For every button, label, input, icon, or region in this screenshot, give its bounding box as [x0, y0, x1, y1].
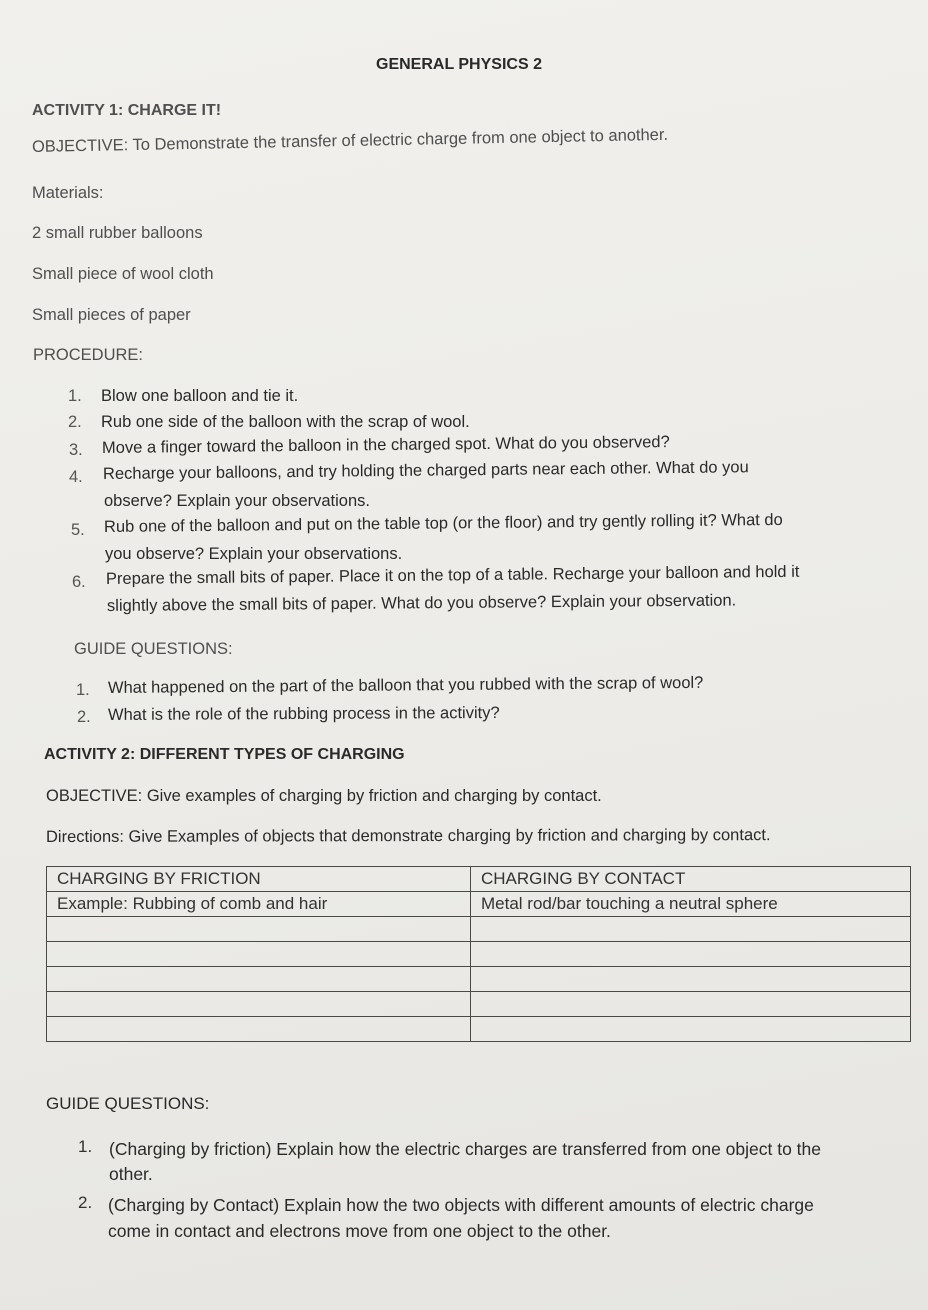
guide-question: (Charging by friction) Explain how the electric charges are transferred from one object to the: [109, 1139, 822, 1159]
guide-questions-label: GUIDE QUESTIONS:: [74, 640, 233, 658]
guide-question-continued: come in contact and electrons move from one object to the other.: [108, 1221, 611, 1241]
table-cell: [47, 992, 471, 1017]
table-cell: [47, 967, 471, 992]
table-cell: [47, 942, 471, 967]
activity2-title: ACTIVITY 2: DIFFERENT TYPES OF CHARGING: [44, 746, 405, 763]
guide-question-number: 1.: [78, 1137, 93, 1156]
page-title: GENERAL PHYSICS 2: [376, 56, 542, 73]
procedure-number: 5.: [71, 521, 85, 539]
procedure-number: 1.: [68, 387, 82, 405]
table-cell: [47, 917, 471, 942]
table-cell: [471, 917, 911, 942]
procedure-number: 4.: [69, 468, 83, 486]
guide-question-number: 2.: [77, 708, 91, 726]
guide-question-number: 1.: [76, 681, 90, 699]
procedure-step: Move a finger toward the balloon in the charged spot. What do you observed?: [101, 433, 670, 457]
activity1-title: ACTIVITY 1: CHARGE IT!: [32, 102, 222, 119]
guide-question: What is the role of the rubbing process in the activity?: [107, 703, 500, 724]
procedure-step-continued: slightly above the small bits of paper. What do you observe? Explain your observation.: [106, 591, 737, 615]
table-header-row: [47, 867, 911, 892]
procedure-step-continued: observe? Explain your observations.: [104, 492, 370, 510]
procedure-label: PROCEDURE:: [33, 346, 144, 364]
guide-question-continued: other.: [109, 1164, 153, 1184]
table-row: [47, 1017, 911, 1042]
activity2-objective: OBJECTIVE: Give examples of charging by friction and charging by contact.: [46, 787, 602, 805]
table-cell: [471, 1017, 911, 1042]
material-item: Small pieces of paper: [32, 306, 191, 324]
table-cell: Metal rod/bar touching a neutral sphere: [471, 892, 911, 917]
activity1-objective: OBJECTIVE: To Demonstrate the transfer of electric charge from one object to another.: [31, 125, 669, 156]
procedure-step: Rub one side of the balloon with the scrap of wool.: [101, 413, 470, 431]
table-row: [47, 942, 911, 967]
material-item: 2 small rubber balloons: [32, 224, 203, 242]
table-cell: [471, 967, 911, 992]
table-cell: [471, 992, 911, 1017]
column-header-friction: CHARGING BY FRICTION: [47, 867, 471, 892]
charging-examples-table: [46, 866, 911, 1042]
materials-label: Materials:: [32, 184, 104, 202]
table-row: [47, 892, 911, 917]
procedure-step: Recharge your balloons, and try holding the charged parts near each other. What do you: [102, 458, 749, 483]
column-header-contact: CHARGING BY CONTACT: [471, 867, 911, 892]
procedure-step: Rub one of the balloon and put on the table top (or the floor) and try gently rolling it? What do: [103, 510, 783, 536]
activity2-directions: Directions: Give Examples of objects that demonstrate charging by friction and charging by contact.: [45, 826, 771, 846]
guide-question-number: 2.: [78, 1193, 93, 1212]
guide-questions-label: GUIDE QUESTIONS:: [46, 1094, 210, 1113]
procedure-step: Blow one balloon and tie it.: [101, 387, 299, 405]
guide-question: (Charging by Contact) Explain how the two objects with different amounts of electric charge: [108, 1195, 814, 1215]
table-cell: [471, 942, 911, 967]
procedure-step: Prepare the small bits of paper. Place it on the top of a table. Recharge your balloon and hold it: [105, 562, 800, 588]
table-row: [47, 992, 911, 1017]
procedure-number: 2.: [68, 413, 82, 431]
material-item: Small piece of wool cloth: [32, 265, 214, 283]
table-cell: [47, 1017, 471, 1042]
procedure-number: 3.: [69, 441, 83, 459]
table-row: [47, 917, 911, 942]
procedure-step-continued: you observe? Explain your observations.: [105, 545, 403, 563]
procedure-number: 6.: [72, 573, 86, 591]
table-cell: Example: Rubbing of comb and hair: [47, 892, 471, 917]
guide-question: What happened on the part of the balloon that you rubbed with the scrap of wool?: [107, 673, 704, 697]
table-row: [47, 967, 911, 992]
